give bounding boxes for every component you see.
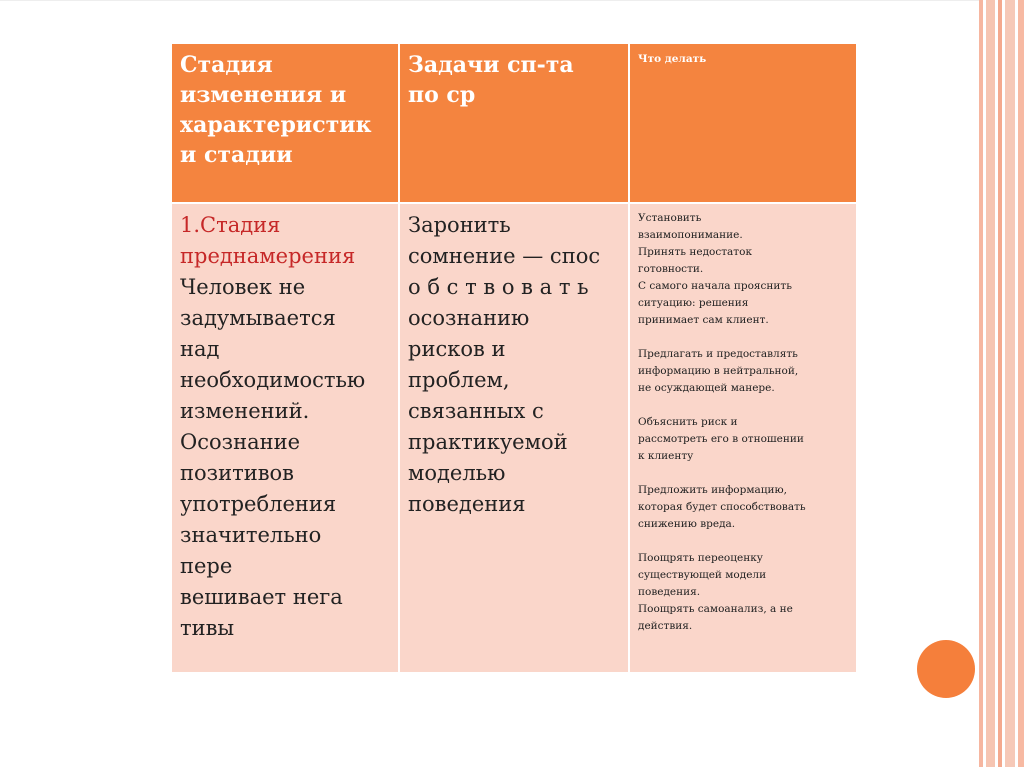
cell-line: о б с т в о в а т ь <box>408 275 589 299</box>
spacer <box>638 465 848 482</box>
spacer <box>638 397 848 414</box>
decorative-stripe <box>1005 0 1015 767</box>
cell-line: С самого начала прояснить <box>638 280 792 292</box>
header-line: характеристик <box>180 112 372 138</box>
decorative-stripe <box>998 0 1002 767</box>
decorative-stripe <box>979 0 983 767</box>
cell-line: моделью <box>408 461 506 485</box>
cell-line: Предложить информацию, <box>638 484 787 496</box>
cell-line: осознанию <box>408 306 530 330</box>
stages-table <box>170 42 858 674</box>
spacer <box>638 533 848 550</box>
spacer <box>638 329 848 346</box>
header-line: и стадии <box>180 142 293 168</box>
cell-line: Объяснить риск и <box>638 416 738 428</box>
decorative-circle <box>917 640 975 698</box>
table-row <box>172 204 856 672</box>
cell-line: Установить <box>638 212 702 224</box>
cell-line: употребления <box>180 492 337 516</box>
cell-line: связанных с <box>408 399 544 423</box>
stage-title: преднамерения <box>180 244 356 268</box>
cell-line: необходимостью <box>180 368 366 392</box>
cell-line: пере <box>180 554 233 578</box>
cell-line: Поощрять переоценку <box>638 552 763 564</box>
top-divider <box>0 0 979 1</box>
cell-line: снижению вреда. <box>638 518 736 530</box>
cell-line: Человек не <box>180 275 306 299</box>
cell-line: ситуацию: решения <box>638 297 749 309</box>
cell-line: действия. <box>638 620 693 632</box>
cell-line: рассмотреть его в отношении <box>638 433 804 445</box>
cell-line: взаимопонимание. <box>638 229 743 241</box>
cell-line: позитивов <box>180 461 294 485</box>
cell-line: поведения <box>408 492 526 516</box>
header-line: Задачи сп-та <box>408 52 574 78</box>
cell-line: над <box>180 337 220 361</box>
cell-what-to-do <box>630 204 856 672</box>
cell-line: проблем, <box>408 368 510 392</box>
header-stage <box>172 44 398 202</box>
table-header-row <box>172 44 856 202</box>
header-line: Стадия <box>180 52 273 78</box>
cell-line: Принять недостаток <box>638 246 753 258</box>
cell-line: сомнение — спос <box>408 244 601 268</box>
cell-line: Поощрять самоанализ, а не <box>638 603 793 615</box>
cell-line: рисков и <box>408 337 506 361</box>
cell-line: готовности. <box>638 263 704 275</box>
header-line: по ср <box>408 82 476 108</box>
cell-tasks <box>400 204 628 672</box>
cell-line: к клиенту <box>638 450 694 462</box>
cell-line: которая будет способствовать <box>638 501 806 513</box>
cell-line: вешивает нега <box>180 585 343 609</box>
cell-line: существующей модели <box>638 569 767 581</box>
cell-line: тивы <box>180 616 235 640</box>
cell-stage <box>172 204 398 672</box>
header-tasks <box>400 44 628 202</box>
cell-line: поведения. <box>638 586 701 598</box>
cell-line: Предлагать и предоставлять <box>638 348 798 360</box>
header-line: Что делать <box>638 53 707 65</box>
decorative-stripe <box>1018 0 1024 767</box>
cell-line: Заронить <box>408 213 511 237</box>
cell-line: задумывается <box>180 306 336 330</box>
cell-line: значительно <box>180 523 322 547</box>
cell-line: информацию в нейтральной, <box>638 365 799 377</box>
cell-line: практикуемой <box>408 430 568 454</box>
decorative-stripe <box>986 0 995 767</box>
header-line: изменения и <box>180 82 347 108</box>
cell-line: принимает сам клиент. <box>638 314 769 326</box>
header-what-to-do <box>630 44 856 202</box>
cell-line: изменений. <box>180 399 310 423</box>
cell-line: не осуждающей манере. <box>638 382 775 394</box>
cell-line: Осознание <box>180 430 301 454</box>
stage-title: 1.Стадия <box>180 213 281 237</box>
